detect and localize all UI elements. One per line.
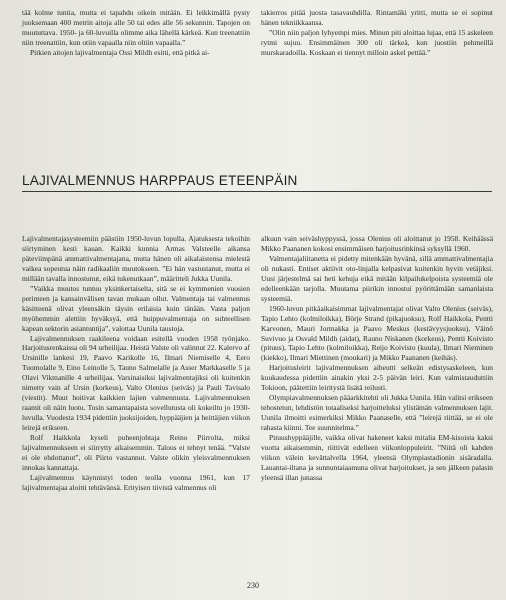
paragraph: Pitkien aitojen lajivalmentaja Ossi Mildh esitti, että pitkä ai- xyxy=(30,47,210,57)
paragraph: ”Olin niin paljon lyhyempi mies. Minun piti aloittaa lujaa, että 15 askeleen rytmi sujuu. Ensimmäinen 300 oli tärkeä, kun juostiin pehmeillä murskaradoilla. Koskaan ei tiennyt milloin askel pettää.” xyxy=(261,27,493,57)
paragraph: Lajivalmentajasysteemiin päästiin 1950-luvun lopulla. Ajatuksesta tekoihin siirtyminen kesti kauan. Kaikki kunnia Armas Valsteelle aikansa päteviimpänä ammattivalmentajana, mutta hänen oli aikalaistensa mielestä vaikea sopeutua näin radikaaliin muutokseen. ”Ei hän vastustanut, mutta ei millään tavalla innostunut, eikä tukenutkaan”, määritteli Jukka Uunila. xyxy=(22,234,250,283)
top-left-column xyxy=(22,8,250,58)
paragraph: alkuun vain seiväshyppyssä, jossa Olenius oli aloittanut jo 1958. Keihäässä Mikko Paananen kokosi ensimmäisen harjoitusrinkinsä syksyllä 1960. xyxy=(261,234,493,253)
top-right-column xyxy=(261,8,493,58)
page-number: 230 xyxy=(247,581,259,590)
left-column xyxy=(22,234,250,493)
paragraph: tää kolme tuntia, mutta ei tapahdu oikein mitään. Ei leikkimällä pysty juoksemaan 400 metrin aitoja alle 50 tai edes alle 56 sekunnin. Tapojen on muututtava. 1950- ja 60-luvuilla olimme aika lähellä kärkeä. Kun treenattiin niin treenattiin, kun otiin vapaalla niin oltiin vapaalla.” xyxy=(22,8,250,47)
section-heading: LAJIVALMENNUS HARPPAUS ETEENPÄIN xyxy=(22,173,298,188)
paragraph: Olympiavalmennuksen pääarkkitehti oli Jukka Uunila. Hän valitsi erikseen tehostetun, lehdistön totaaliseksi harjoitteluksi ylistämän valmennuksen lajit. Uunila ilmoitti esimerkiksi Mikko Paanaselle, että ”leirejä riittää, se ei ole rahasta kiinni. Tee suunnitelma.” xyxy=(261,393,493,433)
heading-rule xyxy=(22,191,492,192)
paragraph: takierros pitää juosta tasavauhdilla. Rintamäki yritti, mutta se ei sopinut hänen tekniikkaansa. xyxy=(261,8,493,27)
paragraph: Harjoitusleirit lajivalmennuksen aiheutti selkeän edistysaskeleen, kun kuukaudessa pidettiin ainakin yksi 2-5 päivän leiri. Kun valmistauduttiin Tokioon, päätettiin leiritystä lisätä reilusti. xyxy=(261,363,493,393)
paragraph: Pituushyppääjille, vaikka olivat hakeneet kaksi mitalia EM-kisoista kaksi vuotta aikaisemmin, riittivät edelleen viikonloppuleirit. ”Niitä oli kahden viikon välein kevättalvella 1964, yleensä Olympiastadionin sisäradalla. Lauantai-iltana ja sunnuntaiaamuna olivat harjoitukset, ja sen jälkeen palasin yleensä illan junassa xyxy=(261,433,493,482)
paragraph: ”Vaikka muutos tuntuu yksinkertaiselta, sitä se ei kymmenien vuosien perinteen ja kansainvälisen tavan mukaan ollut. Valmentaja tai valmennus käsitteenä olivat yleensäkin täysin erilaisia kuin tänään. Vasta paljon myöhemmin alettiin hyväksyä, että huippuvalmentaja on suhteellisen kapean sektorin asiantuntija”, valottaa Uunila taustoja. xyxy=(22,283,250,333)
paragraph: Lajivalmennus käynnistyi toden teolla vuonna 1961, kun 17 lajivalmentajaa aloitti tehtävänsä. Erityisen tiivistä valmennus oli xyxy=(22,472,250,492)
paragraph: Valmentajaliitanetta ei pidetty mitenkään hyvänä, sillä ammattivalmentajia oli nukasti. Entiset aktiivit oto-linjalla kelpasivat kuitenkin hyvin vetäjiksi. Uusi järjestelmä sai heti kehuja eikä mitään kilpailukelpoista systeemiä ole edelleenkään tarjolla. Muutama piirikin innostui pyörittämään samanlaista systeemiä. xyxy=(261,253,493,303)
right-column xyxy=(261,234,493,483)
paragraph: 1960-luvun pitkäaikaisimmat lajivalmentajat olivat Valto Olenius (seiväs), Tapio Lehto (kolmiloikka), Börje Strand (pikajuoksu), Rolf Haikkola, Pentti Karvonen, Mauri Jormakka ja Paavo Meskus (kestävyysjuoksu), Väinö Suvivuo ja Osvald Mildh (aidat), Rauno Niskanen (korkeus), Pentti Koivisto (pituus), Tapio Lehto (kolmiloikka), Reijo Koivisto (kuula), Ilmari Nieminen (kiekko), Ilmari Miettinen (moukari) ja Mikko Paananen (keihäs). xyxy=(261,303,493,363)
paragraph: Rolf Haikkola kyseli puheenjohtaja Reino Piirrolta, miksi lajivalmennukseen ei siirrytty aikaisemmin. Talous ei tehnyt tenää. ”Valste ei ole ehdottanut”, oli Piirto vastannut. Valste olikin yleisvalmennuksen innokas kannattaja. xyxy=(22,433,250,472)
paragraph: Lajivalmennuksen raakileena voidaan esitellä vuoden 1958 työnjako. Harjoitusrenkaissa oli 94 urheilijaa. Heistä Valste oli valinnut 22. Kalervo af Ursinille lankesi 19, Paavo Karikolle 16, Ilmari Niemiselle 4, Eero Tuomolalle 9, Eino Leinolle 5, Tauno Salmelalle ja Asser Markkaselle 5 ja Olavi Vikmanille 4 urheilijaa. Varsinaisiksi lajivalmentajiksi oli kuitenkin nimetty vain af Ursin (korkeus), Valto Olenius (seiväs) ja Pauli Tavisalo (viestit). Muut hoitivat kaikkien lajien valmennusta. Lajivalmennuksen raamit oli näin luotu. Tosin samantapaista sovellutusta oli kokeiltu jo 1930-luvulla. Vuodesta 1934 pidettiin juoksijoiden, hyppääjien ja heittäjien viikon leirejä erikseen. xyxy=(22,333,250,433)
